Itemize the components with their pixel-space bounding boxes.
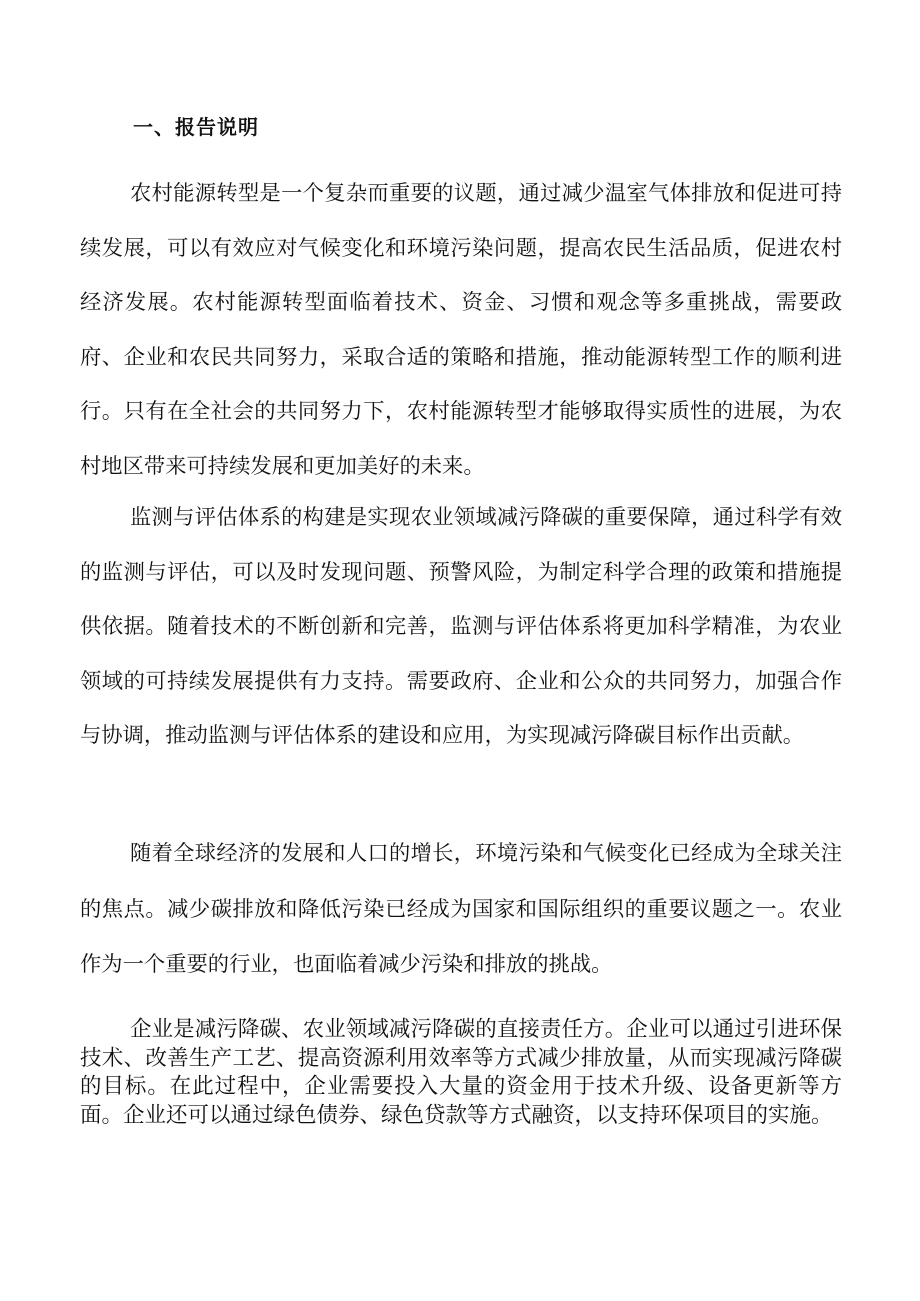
paragraph-monitoring-evaluation: 监测与评估体系的构建是实现农业领域减污降碳的重要保障，通过科学有效的监测与评估，可以及时发现问题、预警风险，为制定科学合理的政策和措施提供依据。随着技术的不断创新和完善，监测与评估体系将更加科学精准，为农业领域的可持续发展提供有力支持。需要政府、企业和公众的共同努力，加强合作与协调，推动监测与评估体系的建设和应用，为实现减污降碳目标作出贡献。 [80,505,842,749]
paragraph-enterprise-responsibility: 企业是减污降碳、农业领域减污降碳的直接责任方。企业可以通过引进环保技术、改善生产工艺、提高资源利用效率等方式减少排放量，从而实现减污降碳的目标。在此过程中，企业需要投入大量的资金用于技术升级、设备更新等方面。企业还可以通过绿色债券、绿色贷款等方式融资，以支持环保项目的实施。 [80,1017,842,1128]
paragraph-rural-energy-transition: 农村能源转型是一个复杂而重要的议题，通过减少温室气体排放和促进可持续发展，可以有效应对气候变化和环境污染问题，提高农民生活品质，促进农村经济发展。农村能源转型面临着技术、资金、习惯和观念等多重挑战，需要政府、企业和农民共同努力，采取合适的策略和措施，推动能源转型工作的顺利进行。只有在全社会的共同努力下，农村能源转型才能够取得实质性的进展，为农村地区带来可持续发展和更加美好的未来。 [80,181,842,479]
paragraph-global-environment: 随着全球经济的发展和人口的增长，环境污染和气候变化已经成为全球关注的焦点。减少碳排放和降低污染已经成为国家和国际组织的重要议题之一。农业作为一个重要的行业，也面临着减少污染和排放的挑战。 [80,841,842,977]
section-heading: 一、报告说明 [133,115,259,139]
